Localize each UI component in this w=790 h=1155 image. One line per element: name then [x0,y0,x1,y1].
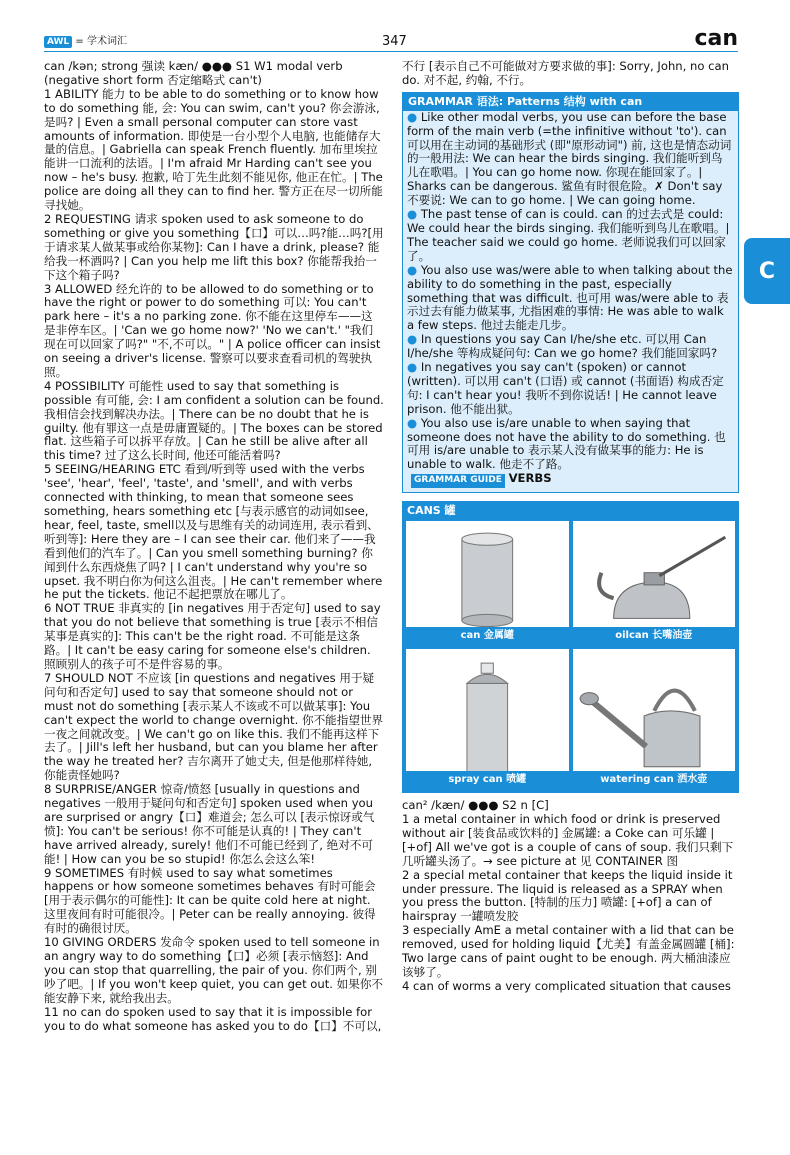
sense-2: 2 REQUESTING 请求 spoken used to ask someone to do something or give you something【口】可以…吗?能…吗?[用于请求某人做某事或给你某物]: Can I have a drink, please? 能给我一杯酒吗? | Can you help me lift this box? 你能帮我抬一下这个箱子吗? [44,211,384,282]
grammar-box [402,92,739,493]
noun-sense-2: 2 a special metal container that keeps the liquid inside it under pressure. The liquid is released as a SPRAY when you press the button. [特制的压力] 喷罐: [+of] a can of hairspray 一罐喷发胶 [402,867,733,924]
entry-can1-head: can /kən; strong 强读 kæn/ ●●● S1 W1 modal verb (negative short form 否定缩略式 can't) [44,59,343,87]
entry-can2-head: can² /kæn/ ●●● S2 n [C] [402,798,549,813]
bullet-icon: ● [407,109,421,124]
bullet-icon: ● [407,207,421,222]
noun-sense-4: 4 can of worms a very complicated situation that causes [402,978,731,993]
sense-1: 1 ABILITY 能力 to be able to do something or to know how to do something 能, 会: You can swim, can't you? 你会游泳,是吗? | Even a small personal computer can store vast amounts of information. 即使是一台小型个人电脑, 也能储存大量的信息。| Gabriella can speak French fluently. 加布里埃拉能讲一口流利的法语。| I'm afraid Mr Harding can't see you now – he's busy. 抱歉, 哈丁先生此刻不能见你, 他正在忙。| The police are doing all they can to find her. 警方正在尽一切所能寻找她。 [44,86,383,213]
sense-6: 6 NOT TRUE 非真实的 [in negatives 用于否定句] used to say that you do not believe that something is true [表示不相信某事是真实的]: This can't be the right road. 不可能是这条路。| It can't be easy caring for someone else's children. 照顾别人的孩子可不是件容易的事。 [44,601,381,671]
sense-7: 7 SHOULD NOT 不应该 [in questions and negatives 用于疑问句和否定句] used to say that someone should not or must not do something [表示某人不该或不可以做某事]: You can't expect the world to change overnight. 你不能指望世界一夜之间就改变。| We can't go on like this. 我们不能再这样下去了。| Jill's left her husband, but can you blame her after the way he treated her? 吉尔离开了她丈夫, 但是他那样待她, 你能责怪她吗? [44,670,384,783]
grammar-title: GRAMMAR 语法: Patterns 结构 with can [403,93,738,111]
grammar-guide-link[interactable]: VERBS [508,471,552,486]
letter-thumb-tab[interactable]: C [744,238,790,304]
spray-can-illustration [406,655,569,777]
grammar-item: ● The past tense of can is could. can 的过去式是 could: We could hear the birds singing. 我们能听到鸟儿在歌唱。| The teacher said we could go home. 老师说我们可以回家了。 [407,207,730,263]
sense-5: 5 SEEING/HEARING ETC 看到/听到等 used with the verbs 'see', 'hear', 'feel', 'taste', and 'smell', and with verbs connected with thinking, to mean that someone sees something, hears something etc [与表示感官的动词如see, hear, feel, taste, smell以及与思维有关的动词连用, 表示看到、听到等]: Here they are – I can see their car. 他们来了——我看到他们的汽车了。| Can you smell something burning? 你闻到什么东西烧焦了吗? | I can't understand why you're so upset. 我不明白你为何这么沮丧。| He can't remember where he put the tickets. 他记不起把票放在哪儿了。 [44,462,383,602]
picture-cell [406,649,569,789]
noun-sense-3: 3 especially AmE a metal container with a lid that can be removed, used for holding liquid【尤美】有盖金属圆罐 [桶]: Two large cans of paint ought to be enough. 两大桶油漆应该够了。 [402,923,735,979]
sense-9: 9 SOMETIMES 有时候 used to say what sometimes happens or how someone sometimes behaves 有时可能会 [用于表示偶尔的可能性]: It can be quite cold here at night. 这里夜间有时可能很冷。| Peter can be really annoying. 彼得有时的确很讨厌。 [44,865,376,936]
cans-picture-box [402,501,739,793]
bullet-icon: ● [407,415,421,430]
picture-label: watering can 洒水壶 [573,771,736,789]
grammar-guide-line [403,472,738,488]
picture-cell [573,649,736,789]
watering-can-illustration [573,655,736,777]
bullet-icon: ● [407,332,421,347]
grammar-item: ● Like other modal verbs, you use can before the base form of the main verb (=the infinitive without 'to'). can 可以用在主动词的基础形式 (即"原形动词") 前, 这也是情态动词的一般用法: We can hear the birds singing. 我们能听到鸟儿在歌唱。| You can go home now. 你现在能回家了。| Sharks can be dangerous. 鲨鱼有时很危险。✗ Don't say 不要说: We can to go home. | We can going home. [407,109,732,208]
sense-8: 8 SURPRISE/ANGER 惊奇/愤怒 [usually in questions and negatives 一般用于疑问句和否定句] spoken used when you are surprised or angry【口】难道会; 怎么可以 [表示惊讶或气愤]: You can't be serious! 你不可能是认真的! | They can't have arrived already, surely! 他们不可能已经到了, 绝对不可能! | How can you be so stupid! 你怎么会这么笨! [44,782,375,866]
page-number: 347 [382,34,407,49]
sense-4: 4 POSSIBILITY 可能性 used to say that something is possible 有可能, 会: I am confident a solution can be found. 我相信会找到解决办法。| There can be no doubt that he is guilty. 他有罪这一点是毋庸置疑的。| The boxes can be stored flat. 这些箱子可以拆平存放。| Can he still be alive after all this time? 过了这么长时间, 他还可能活着吗? [44,378,384,463]
picture-label: oilcan 长嘴油壶 [573,627,736,645]
oilcan-illustration [573,527,736,629]
sense-3: 3 ALLOWED 经允许的 to be allowed to do something or to have the right or power to do something 可以: You can't park here – it's a no parking zone. 你不能在这里停车——这是非停车区。| 'Can we go home now?' 'No we can't.' "我们现在可以回家了吗?" "不,不可以。" | A police officer can insist on seeing a driver's license. 警察可以要求查看司机的驾驶执照。 [44,281,381,379]
bullet-icon: ● [407,360,421,375]
header-rule [44,51,738,52]
sense-11-continued: 不行 [表示自己不可能做对方要求做的事]: Sorry, John, no can do. 对不起, 约翰, 不行。 [402,59,729,87]
picture-cell [406,521,569,645]
guide-word: can [694,26,738,51]
cans-title: CANS 罐 [407,504,456,518]
picture-label: can 金属罐 [406,627,569,645]
noun-sense-1: 1 a metal container in which food or drink is preserved without air [装食品或饮料的] 金属罐: a Coke can 可乐罐 | [+of] All we've got is a couple of cans of soup. 我们只剩下几听罐头汤了。→ see picture at 见 CONTAINER 图 [402,812,734,868]
sense-11: 11 no can do spoken used to say that it is impossible for you to do what someone has asked you to do【口】不可以, [44,1004,382,1033]
picture-cell [573,521,736,645]
left-column [44,60,384,1033]
bullet-icon: ● [407,262,421,277]
awl-legend [44,36,127,48]
grammar-item: ● You also use was/were able to when talking about the ability to do something in the past, especially something that was difficult. 也可用 was/were able to 表示过去有能力做某事, 尤指困难的事情: He was able to walk a few steps. 他过去能走几步。 [407,262,733,333]
grammar-item: ● You also use is/are unable to when saying that someone does not have the ability to do something. 也可用 is/are unable to 表示某人没有做某事的能力: He is unable to walk. 他走不了路。 [407,415,726,472]
grammar-item: ● In negatives you say can't (spoken) or cannot (written). 可以用 can't (口语) 或 cannot (书面语) 构成否定句: I can't hear you! 我听不到你说话! | He cannot leave prison. 他不能出狱。 [407,360,724,416]
tin-can-illustration [406,527,569,629]
right-column [402,60,739,994]
grammar-guide-badge: GRAMMAR GUIDE [411,474,505,488]
sense-10: 10 GIVING ORDERS 发命令 spoken used to tell someone in an angry way to do something【口】必须 [表示恼怒]: And you can stop that quarrelling, the pair of you. 你们两个, 别吵了吧。| If you won't keep quiet, you can get out. 如果你不能安静下来, 就给我出去。 [44,935,384,1005]
awl-text: = 学术词汇 [75,36,127,47]
picture-label: spray can 喷罐 [406,771,569,789]
awl-badge: AWL [44,36,72,48]
page-header [0,0,790,52]
grammar-item: ● In questions you say Can I/he/she etc. 可以用 Can I/he/she 等构成疑问句: Can we go home? 我们能回家吗? [407,332,718,361]
